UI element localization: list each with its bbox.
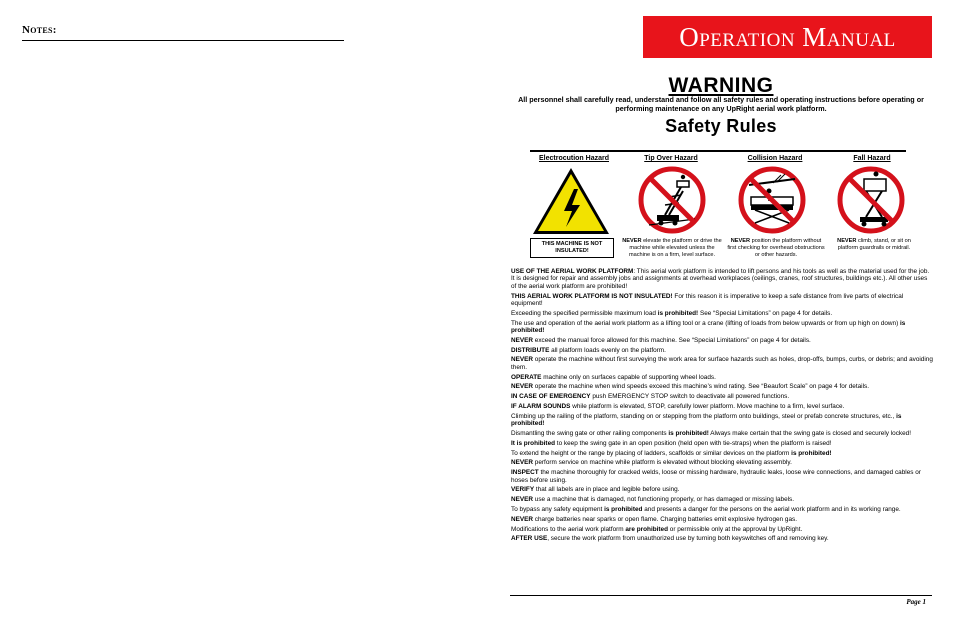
footer-divider — [510, 595, 932, 596]
rule-text: machine only on surfaces capable of supporting wheel loads. — [541, 373, 716, 381]
rule-emphasis: VERIFY — [511, 486, 535, 494]
safety-rule-item — [511, 469, 933, 484]
rule-text: use a machine that is damaged, not functioning properly, or has damaged or missing labels. — [533, 496, 795, 504]
safety-rule-item — [511, 337, 933, 344]
rule-text: operate the machine when wind speeds exceed this machine’s wind rating. See “Beaufort Scale” on page 4 for details. — [533, 383, 869, 391]
safety-rule-item — [511, 506, 933, 513]
collision-prohibited-icon — [737, 165, 807, 235]
rule-emphasis: INSPECT — [511, 469, 539, 477]
fall-prohibited-icon — [836, 165, 906, 235]
safety-rule-item — [511, 356, 933, 371]
rule-text: push EMERGENCY STOP switch to deactivate all powered functions. — [590, 393, 790, 401]
rule-emphasis: IF ALARM SOUNDS — [511, 403, 571, 410]
rule-emphasis: NEVER — [511, 356, 534, 364]
safety-rule-item — [511, 496, 933, 503]
rule-text: Always make certain that the swing gate is closed and securely locked! — [708, 430, 911, 437]
safety-rule-item — [511, 310, 933, 317]
rule-emphasis: NEVER — [511, 336, 534, 344]
rule-emphasis: USE OF THE AERIAL WORK PLATFORM — [511, 268, 634, 275]
safety-rule-item — [511, 450, 933, 457]
safety-rule-item — [511, 374, 933, 381]
safety-rule-item — [511, 403, 933, 410]
rule-text: Modifications to the aerial work platform — [511, 525, 626, 533]
rule-text: operate the machine without first surveying the work area for surface hazards such as holes, drop-offs, bumps, curbs, or debris; and avoiding them. — [511, 356, 933, 371]
rule-text: To extend the height or the range by placing of ladders, scaffolds or similar devices on the platform — [511, 449, 792, 457]
safety-rule-item — [511, 383, 933, 390]
rule-text: , secure the work platform from unauthorized use by turning both keyswitches off and removing key. — [547, 535, 829, 543]
safety-rules-heading: Safety Rules — [665, 116, 777, 136]
collision-caption: NEVER position the platform without first checking for overhead obstructions or other hazards. — [727, 238, 825, 258]
rule-emphasis: is prohibited! — [511, 412, 902, 428]
manual-title-banner — [643, 16, 932, 58]
rule-text: that all labels are in place and legible before using. — [534, 486, 680, 494]
rule-emphasis: is prohibited! — [657, 309, 699, 317]
rule-text: to keep the swing gate in an open position (held open with tie-straps) when the platform is raised! — [555, 439, 832, 447]
rule-emphasis: are prohibited — [625, 525, 668, 533]
safety-rule-item — [511, 320, 933, 335]
rule-emphasis: THIS AERIAL WORK PLATFORM IS NOT INSULATED! — [511, 292, 673, 300]
hazard-label-tip-over: Tip Over Hazard — [644, 155, 698, 162]
safety-rule-item — [511, 347, 933, 354]
safety-rule-item — [511, 413, 933, 428]
safety-rule-item — [511, 535, 933, 542]
hazard-label-collision: Collision Hazard — [747, 155, 803, 162]
rule-text: the machine thoroughly for cracked welds, loose or missing hardware, hydraulic leaks, loose wire connections, and damaged cables or hoses before using. — [511, 469, 921, 484]
rule-emphasis: AFTER USE — [511, 535, 548, 543]
safety-rules-list — [511, 268, 933, 545]
rule-emphasis: is prohibited! — [668, 430, 709, 437]
rule-text: perform service on machine while platform is elevated without blocking elevating assembly. — [533, 459, 792, 467]
rule-emphasis: is prohibited! — [511, 319, 906, 335]
hazard-label-electrocution: Electrocution Hazard — [538, 155, 609, 162]
electrocution-warning-icon — [530, 165, 612, 237]
rule-text: The use and operation of the aerial work platform as a lifting tool or a crane (lifting of loads from below upwards or from up high on down) — [511, 319, 900, 327]
safety-rule-item — [511, 516, 933, 523]
fall-caption: NEVER climb, stand, or sit on platform guardrails or midrail. — [837, 238, 911, 251]
rule-emphasis: IN CASE OF EMERGENCY — [511, 393, 591, 401]
rule-text: while platform is elevated, STOP, carefully lower platform. Move machine to a firm, level surface. — [570, 403, 845, 410]
rule-text: For this reason it is imperative to keep a safe distance from live parts of electrical equipment! — [511, 292, 904, 308]
rule-text: See “Special Limitations” on page 4 for details. — [698, 309, 833, 317]
rule-text: all platform loads evenly on the platform. — [549, 346, 666, 354]
rule-emphasis: NEVER — [511, 383, 534, 391]
warning-intro: All personnel shall carefully read, understand and follow all safety rules and operating instructions before operating or performing maintenance on any UpRight aerial work platform. — [518, 95, 924, 113]
rule-emphasis: NEVER — [511, 496, 534, 504]
not-insulated-notice — [530, 238, 614, 258]
safety-rule-item — [511, 293, 933, 308]
rule-emphasis: NEVER — [511, 459, 534, 467]
safety-rule-item — [511, 526, 933, 533]
rule-text: Climbing up the railing of the platform, standing on or stepping from the platform onto buildings, steel or prefab concrete structures, etc., — [511, 412, 897, 420]
rule-emphasis: is prohibited! — [791, 449, 832, 457]
rule-emphasis: is prohibited — [604, 505, 643, 513]
safety-rule-item — [511, 430, 933, 437]
safety-rule-item — [511, 393, 933, 400]
rule-emphasis: OPERATE — [511, 373, 542, 381]
rule-text: or permissible only at the approval by UpRight. — [668, 525, 803, 533]
manual-title: Operation Manual — [679, 21, 896, 52]
rule-emphasis: NEVER — [511, 515, 534, 523]
tip-over-caption: NEVER elevate the platform or drive the machine while elevated unless the machine is on a firm, level surface. — [622, 238, 722, 258]
rule-text: Dismantling the swing gate or other railing components — [511, 430, 669, 437]
notes-heading: Notes: — [22, 24, 57, 36]
safety-divider — [530, 150, 906, 152]
safety-rule-item — [511, 268, 933, 290]
page-number: Page 1 — [906, 598, 926, 606]
rule-text: and presents a danger for the persons on the aerial work platform and in its working range. — [642, 505, 901, 513]
notes-divider — [22, 40, 344, 41]
rule-text: Exceeding the specified permissible maximum load — [511, 309, 658, 317]
not-insulated-text: THIS MACHINE IS NOT INSULATED! — [541, 241, 603, 254]
rule-text: exceed the manual force allowed for this machine. See “Special Limitations” on page 4 for details. — [533, 336, 811, 344]
tip-over-prohibited-icon — [637, 165, 707, 235]
rule-text: To bypass any safety equipment — [511, 505, 605, 513]
safety-rule-item — [511, 440, 933, 447]
rule-emphasis: It is prohibited — [511, 439, 556, 447]
hazard-label-fall: Fall Hazard — [853, 155, 891, 162]
safety-rule-item — [511, 486, 933, 493]
rule-text: : This aerial work platform is intended to lift persons and his tools as well as the material used for the job. It is designed for repair and assembly jobs and assignments at overhead workplaces (ceilings, cranes, roof structures, buildings etc.). All other uses of the aerial work platform are prohibited! — [511, 268, 930, 290]
warning-heading: WARNING — [668, 74, 774, 97]
rule-text: charge batteries near sparks or open flame. Charging batteries emit explosive hydrogen gas. — [533, 515, 797, 523]
safety-rule-item — [511, 459, 933, 466]
rule-emphasis: DISTRIBUTE — [511, 346, 550, 354]
